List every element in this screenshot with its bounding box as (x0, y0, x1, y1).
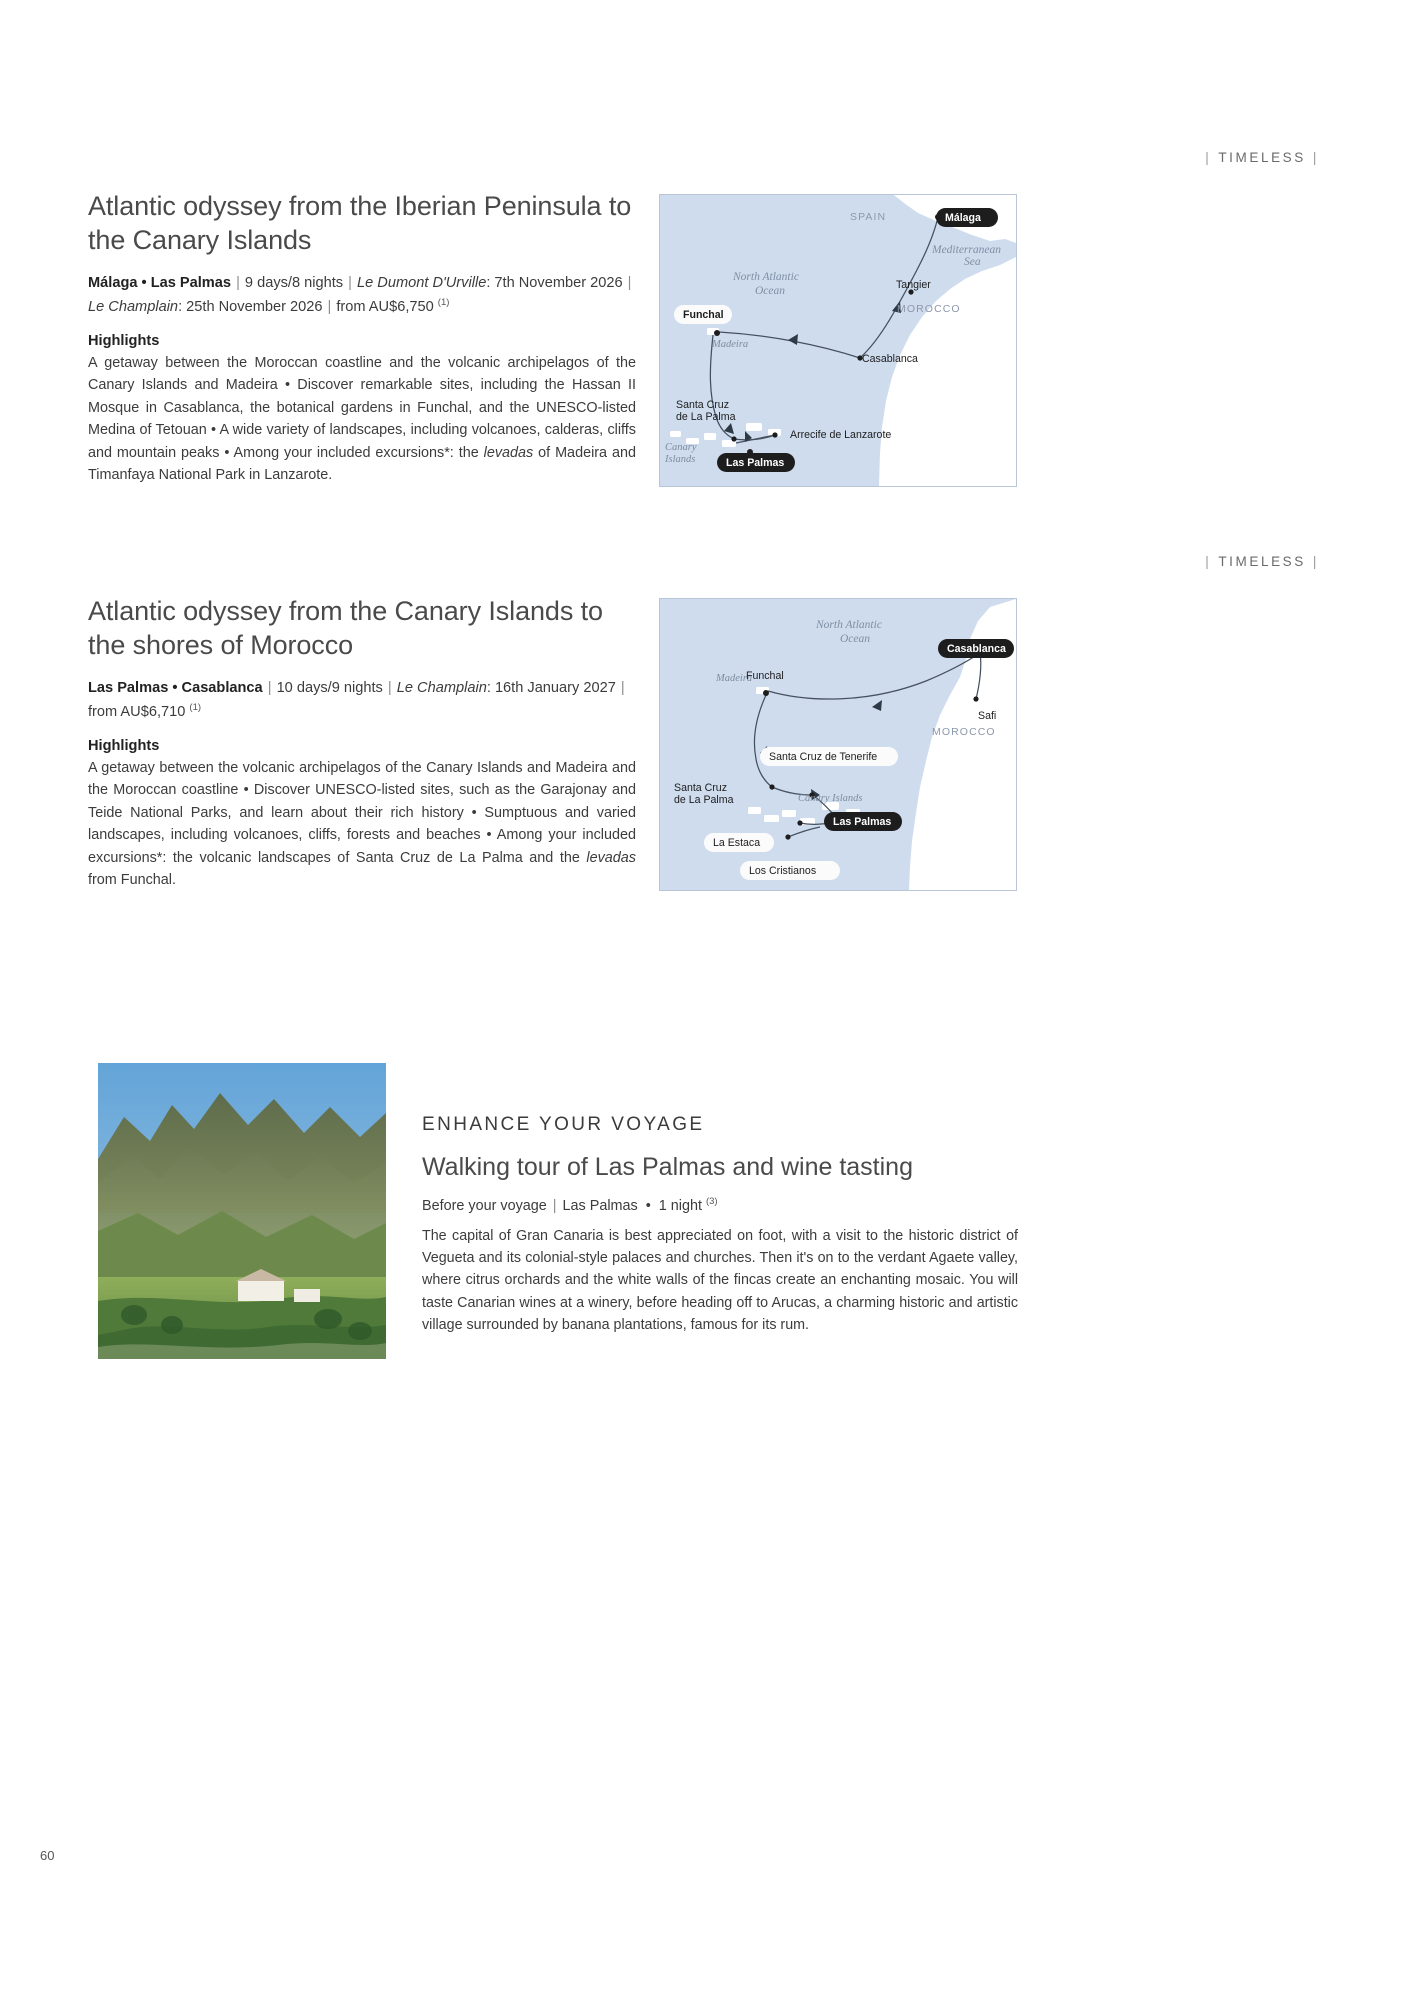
itinerary-1-highlights: A getaway between the Moroccan coastline and the volcanic archipelagos of the Canary Islands and Madeira • Discover remarkable sites, including the Hassan II Mosque in Casablanca, the botanical gardens in Funchal, and the UNESCO-listed Medina of Tetouan • A wide variety of landscapes, including volcanoes, calderas, cliffs and mountain peaks • Among your included excursions*: the levadas of Madeira and Timanfaya National Park in Lanzarote. (88, 354, 636, 483)
map-1-island-canary-2: Islands (665, 454, 696, 465)
map-1-sea-label-2: Sea (964, 256, 981, 268)
excursion-block (422, 1114, 1018, 1336)
itinerary-2-ship-1: Le Champlain (396, 679, 487, 696)
itinerary-2-price: from AU$6,710 (88, 704, 186, 720)
map-1-port-funchal (674, 305, 732, 324)
excursion-description: The capital of Gran Canaria is best appreciated on foot, with a visit to the historic district of Vegueta and its colonial-style palaces and churches. Then it's on to the verdant Agaete valley, where citrus orchards and the white walls of the fincas create an enchanting mosaic. You will taste Canarian wines at a winery, before heading off to Arucas, a charming historic and artistic village surrounded by banana plantations, famous for its rum. (422, 1227, 1018, 1333)
badge-2-label: TIMELESS (1218, 554, 1306, 569)
map-2-region-morocco: MOROCCO (932, 726, 996, 738)
itinerary-1-ship-1: Le Dumont D'Urville (357, 274, 487, 291)
badge-2-bar-right: | (1312, 554, 1319, 569)
svg-text:Las Palmas: Las Palmas (833, 816, 892, 828)
itinerary-2-date-1: 16th January 2027 (494, 679, 616, 696)
map-1-port-casablanca: Casablanca (862, 353, 918, 365)
svg-text:Funchal: Funchal (683, 309, 724, 321)
map-1-svg (660, 195, 1016, 486)
map-1-canary-island-c (704, 433, 716, 440)
itinerary-1-ship-2: Le Champlain (88, 299, 179, 315)
svg-text:Los Cristianos: Los Cristianos (749, 865, 817, 877)
map-2-port-safi: Safi (978, 710, 997, 722)
map-2-ocean-label: North Atlantic (816, 619, 882, 631)
map-1-sea-label: Mediterranean (932, 244, 1001, 256)
itinerary-1-meta: Málaga • Las Palmas | 9 days/8 nights | Le Dumont D'Urville: 7th November 2026 | Le Champlain: 25th November 2026 | from AU$6,750 $^{(1)}$ (88, 274, 632, 315)
svg-text:La Estaca: La Estaca (713, 837, 761, 849)
map-2-port-laspalmas (824, 812, 902, 831)
map-2-port-tenerife (760, 747, 898, 766)
excursion-title: Walking tour of Las Palmas and wine tasting (422, 1153, 913, 1181)
excursion-meta: Before your voyage | Las Palmas • 1 night $^{(3)}$ (422, 1196, 718, 1214)
map-1-ocean-label-2: Ocean (755, 285, 786, 297)
itinerary-2-duration: 10 days/9 nights (276, 679, 383, 696)
itinerary-2-highlights: A getaway between the volcanic archipelagos of the Canary Islands and Madeira and the Moroccan coastline • Discover UNESCO-listed sites, such as the Garajonay and Teide National Parks, and learn about their rich history • Sumptuous and varied landscapes, including volcanoes, cliffs, forests and beaches • Among your included excursions*: the volcanic landscapes of Santa Cruz de La Palma and the levadas from Funchal. (88, 759, 636, 888)
map-1-canary-island-e (746, 423, 762, 431)
itinerary-2-route: Las Palmas • Casablanca (88, 679, 263, 696)
map-1-port-malaga (936, 208, 998, 227)
itinerary-2-text (88, 595, 636, 891)
map-1-island-madeira: Madeira (712, 339, 749, 350)
map-2-canary-island-a (748, 807, 761, 814)
map-2-canary-island-c (782, 810, 796, 817)
map-2-svg (660, 599, 1016, 890)
svg-text:Málaga: Málaga (945, 212, 981, 224)
itinerary-1-map (659, 194, 1017, 487)
svg-text:Santa Cruz de Tenerife: Santa Cruz de Tenerife (769, 751, 878, 763)
collection-badge-1 (1198, 150, 1326, 165)
badge-2-bar-left: | (1205, 554, 1212, 569)
map-1-port-laspalmas (717, 453, 795, 472)
collection-badge-2 (1198, 554, 1326, 569)
map-1-port-santacruz: Santa Cruz (676, 399, 729, 411)
excursion-when: Before your voyage (422, 1197, 547, 1214)
map-2-ocean-label-2: Ocean (840, 633, 871, 645)
badge-label: TIMELESS (1218, 150, 1306, 165)
excursion-photo-svg (98, 1063, 386, 1359)
map-1-island-canary: Canary (665, 442, 697, 453)
map-2-island-canary: Canary Islands (798, 793, 863, 804)
itinerary-1-title: Atlantic odyssey from the Iberian Peninsula to the Canary Islands (88, 191, 632, 255)
itinerary-1-text (88, 190, 636, 486)
itinerary-1-highlights-label: Highlights (88, 332, 160, 349)
excursion-duration: 1 night (658, 1197, 702, 1214)
map-1-region-morocco: MOROCCO (897, 303, 961, 315)
badge-bar-right: | (1312, 150, 1319, 165)
badge-bar-left: | (1205, 150, 1212, 165)
map-1-port-arrecife: Arrecife de Lanzarote (790, 429, 892, 441)
map-1-port-tangier: Tangier (896, 279, 931, 291)
map-2-port-casablanca (938, 639, 1014, 658)
map-1-ocean-label: North Atlantic (733, 271, 799, 283)
excursion-photo (98, 1063, 386, 1359)
svg-text:Las Palmas: Las Palmas (726, 457, 785, 469)
map-2-port-funchal: Funchal (746, 670, 784, 682)
map-2-canary-island-b (764, 815, 779, 822)
itinerary-2-meta: Las Palmas • Casablanca | 10 days/9 nights | Le Champlain: 16th January 2027 | from AU$6,710 $^{(1)}$ (88, 679, 625, 720)
itinerary-1-price: from AU$6,750 (336, 299, 434, 315)
itinerary-1-date-1: 7th November 2026 (494, 274, 623, 291)
excursion-kicker: ENHANCE YOUR VOYAGE (422, 1114, 705, 1135)
excursion-place: Las Palmas (562, 1197, 638, 1214)
map-2-port-laestaca (704, 833, 774, 852)
map-1-canary-island-a (670, 431, 681, 437)
map-2-port-santacruz-2: de La Palma (674, 794, 734, 806)
map-2-port-loscristianos (740, 861, 840, 880)
page-number: 60 (40, 1848, 55, 1863)
map-1-region-spain: SPAIN (850, 211, 887, 223)
itinerary-1-price-footnote: (1) (437, 297, 450, 309)
excursion-footnote: (3) (705, 1196, 718, 1207)
itinerary-2-title: Atlantic odyssey from the Canary Islands to the shores of Morocco (88, 596, 603, 660)
itinerary-2-highlights-label: Highlights (88, 737, 160, 754)
itinerary-1-date-2: 25th November 2026 (186, 299, 323, 315)
itinerary-2-map (659, 598, 1017, 891)
itinerary-1-route: Málaga • Las Palmas (88, 274, 232, 291)
map-2-port-santacruz: Santa Cruz (674, 782, 727, 794)
itinerary-2-price-footnote: (1) (189, 702, 202, 714)
map-2-island-madeira: Madeira (716, 673, 753, 684)
svg-text:Casablanca: Casablanca (947, 643, 1006, 655)
map-1-port-santacruz-2: de La Palma (676, 411, 736, 423)
itinerary-1-duration: 9 days/8 nights (244, 274, 344, 291)
